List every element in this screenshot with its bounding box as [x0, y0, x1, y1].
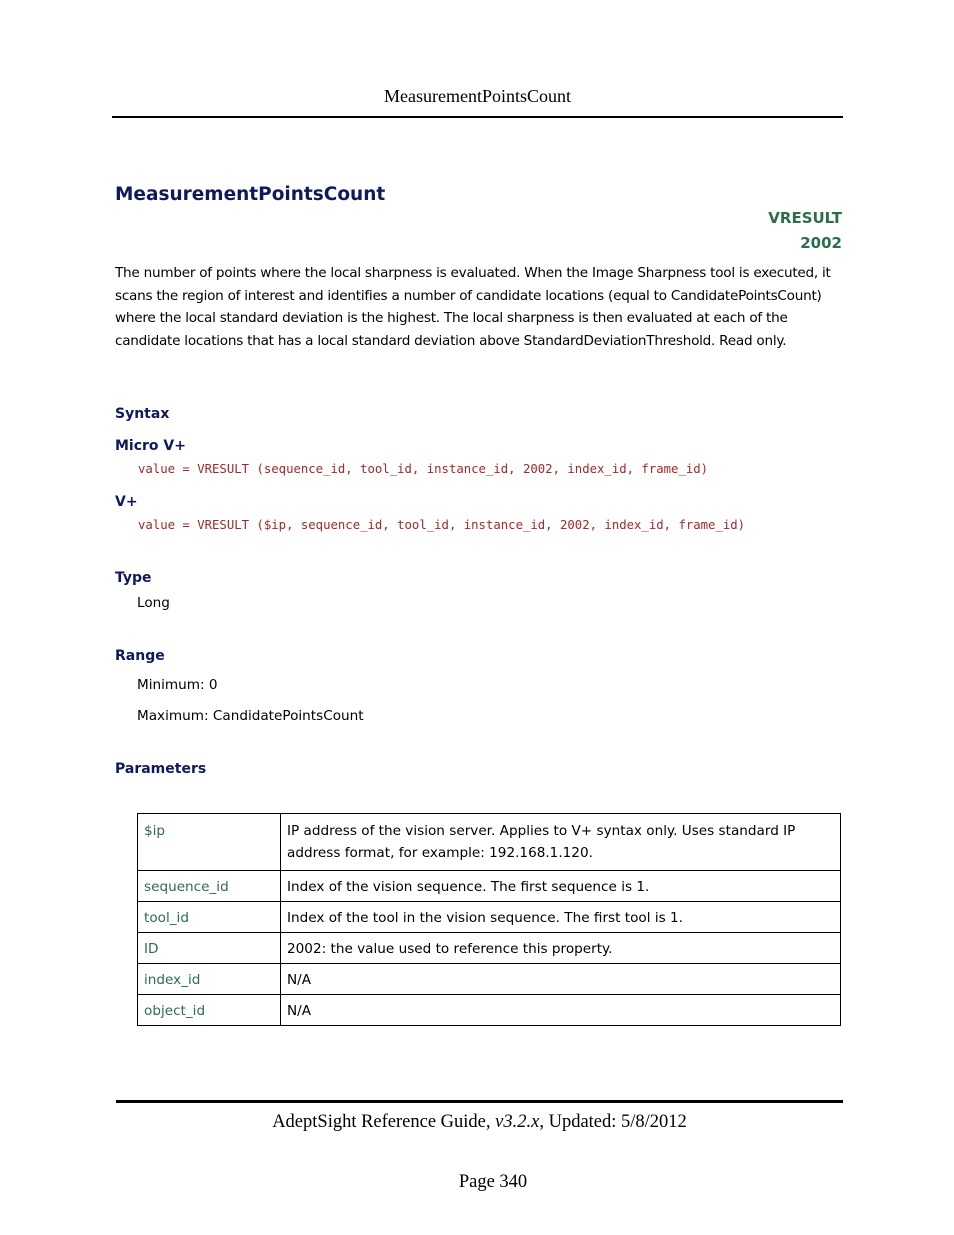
- type-value: Long: [137, 595, 170, 611]
- page-number: Page 340: [458, 1172, 528, 1192]
- footer-updated: , Updated: 5/8/2012: [539, 1112, 687, 1132]
- param-description: 2002: the value used to reference this property.: [281, 933, 841, 964]
- range-minimum: Minimum: 0: [137, 677, 218, 693]
- v-plus-heading: V+: [115, 494, 138, 510]
- table-row: [138, 871, 841, 902]
- description-paragraph: The number of points where the local sharpness is evaluated. When the Image Sharpness tool is executed, it scans the region of interest and identifies a number of candidate locations (equal to CandidatePointsCount) where the local standard deviation is the highest. The local sharpness is then evaluated at each of the candidate locations that has a local standard deviation above StandardDeviationThreshold. Read only.: [115, 265, 831, 349]
- page-title: MeasurementPointsCount: [115, 184, 386, 205]
- micro-v-code: value = VRESULT (sequence_id, tool_id, instance_id, 2002, index_id, frame_id): [138, 462, 709, 476]
- param-description: Index of the tool in the vision sequence. The first tool is 1.: [281, 902, 841, 933]
- range-maximum: Maximum: CandidatePointsCount: [137, 708, 364, 724]
- v-plus-code: value = VRESULT ($ip, sequence_id, tool_id, instance_id, 2002, index_id, frame_id): [138, 518, 746, 532]
- parameters-heading: Parameters: [115, 761, 207, 777]
- param-name: sequence_id: [138, 871, 281, 902]
- param-description: IP address of the vision server. Applies to V+ syntax only. Uses standard IP address format, for example: 192.168.1.120.: [281, 814, 841, 871]
- param-name: $ip: [138, 814, 281, 871]
- range-heading: Range: [115, 648, 165, 664]
- type-heading: Type: [115, 570, 152, 586]
- param-name: tool_id: [138, 902, 281, 933]
- table-row: [138, 814, 841, 871]
- footer-version: , v3.2.x: [485, 1112, 540, 1132]
- table-row: [138, 995, 841, 1026]
- param-name: object_id: [138, 995, 281, 1026]
- table-row: [138, 902, 841, 933]
- param-description: Index of the vision sequence. The first sequence is 1.: [281, 871, 841, 902]
- param-description: N/A: [281, 964, 841, 995]
- param-name: ID: [138, 933, 281, 964]
- table-row: [138, 933, 841, 964]
- header-rule: [112, 116, 843, 118]
- footer-guide-name: AdeptSight Reference Guide: [272, 1112, 486, 1132]
- table-row: [138, 964, 841, 995]
- param-name: index_id: [138, 964, 281, 995]
- syntax-heading: Syntax: [115, 406, 170, 422]
- parameters-table: [137, 813, 841, 1026]
- keyword-label: VRESULT: [768, 209, 842, 227]
- running-header: MeasurementPointsCount: [384, 86, 571, 106]
- micro-v-heading: Micro V+: [115, 438, 186, 454]
- keyword-id-label: 2002: [800, 234, 842, 252]
- footer-rule: [116, 1100, 843, 1103]
- param-description: N/A: [281, 995, 841, 1026]
- footer-guide-line: [116, 1112, 843, 1133]
